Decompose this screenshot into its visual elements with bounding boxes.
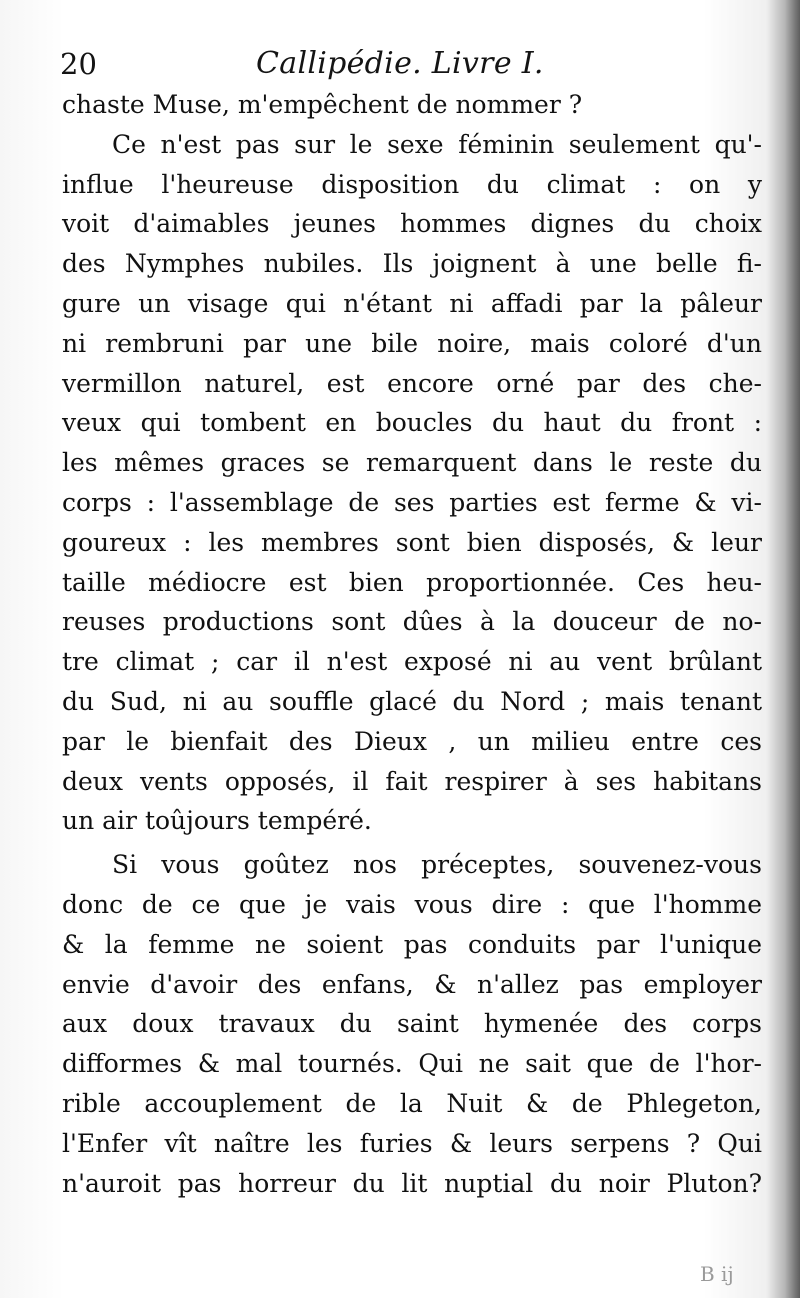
text-line: ni rembruni par une bile noire, mais coloré d'un [62,328,762,358]
paragraph [62,85,762,125]
text-line: difformes & mal tournés. Qui ne sait que de l'hor- [62,1049,762,1079]
text-line: rible accouplement de la Nuit & de Phlegeton, [62,1088,762,1118]
text-line: par le bienfait des Dieux , un milieu entre ces [62,726,762,756]
text-line: donc de ce que je vais vous dire : que l'homme [62,889,762,919]
text-line: aux doux travaux du saint hymenée des corps [62,1009,762,1039]
paragraph [62,845,762,1203]
text-line: chaste Muse, m'empêchent de nommer ? [62,90,583,119]
text-line: du Sud, ni au souffle glacé du Nord ; mais tenant [62,686,762,716]
text-line: tre climat ; car il n'est exposé ni au vent brûlant [62,647,762,677]
text-line: & la femme ne soient pas conduits par l'unique [62,929,762,959]
text-line: un air toûjours tempéré. [62,806,372,836]
text-line: Ce n'est pas sur le sexe féminin seulement qu'- [112,129,762,159]
text-line: envie d'avoir des enfans, & n'allez pas employer [62,969,762,999]
text-line: l'Enfer vît naître les furies & leurs serpens ? Qui [62,1128,762,1158]
text-line: vermillon naturel, est encore orné par des che- [62,368,762,398]
body-text [62,85,762,1203]
binding-shadow [766,0,800,1298]
text-line: deux vents opposés, il fait respirer à ses habitans [62,766,762,796]
paragraph [62,125,762,841]
text-line: voit d'aimables jeunes hommes dignes du choix [62,209,762,239]
text-line: gure un visage qui n'étant ni affadi par la pâleur [62,288,762,318]
signature-mark: B ij [700,1262,734,1286]
text-line: influe l'heureuse disposition du climat : on y [62,169,762,199]
text-line: des Nymphes nubiles. Ils joignent à une belle fi- [62,249,762,279]
text-line: n'auroit pas horreur du lit nuptial du noir Pluton? [62,1168,762,1198]
text-line: veux qui tombent en boucles du haut du front : [62,408,762,438]
text-line: taille médiocre est bien proportionnée. Ces heu- [62,567,762,597]
page-number: 20 [60,47,97,81]
running-title: Callipédie. Livre I. [256,46,544,81]
text-line: goureux : les membres sont bien disposés, & leur [62,527,762,557]
text-line: Si vous goûtez nos préceptes, souvenez-vous [112,850,762,880]
text-line: les mêmes graces se remarquent dans le reste du [62,448,762,478]
text-line: corps : l'assemblage de ses parties est ferme & vi- [62,487,762,517]
text-line: reuses productions sont dûes à la douceur de no- [62,607,762,637]
